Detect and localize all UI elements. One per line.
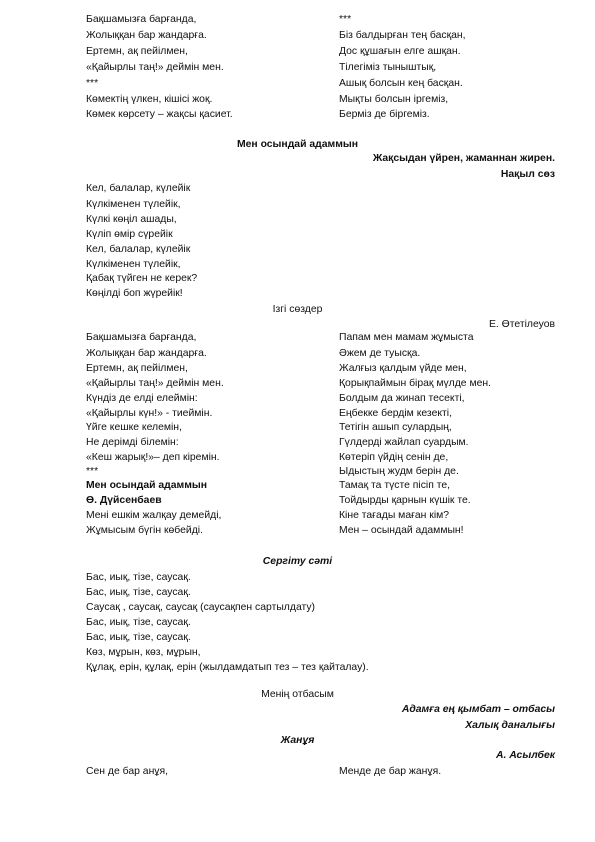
exercise-line: Бас, иық, тізе, саусақ. xyxy=(86,632,191,643)
poem-line: Мені ешкім жалқау демейді, xyxy=(86,510,222,521)
poem-line: Жолыққан бар жандарға. xyxy=(86,348,207,359)
poem-line: Күлкіменен түлейік, xyxy=(86,259,181,270)
poem-line: Ертемн, ақ пейілмен, xyxy=(86,46,188,57)
poem-line: Күліп өмір сүрейік xyxy=(86,229,173,240)
poem-line: Берміз де біргеміз. xyxy=(339,109,430,120)
poem-line: Тойдырды қарнын күшік те. xyxy=(339,495,471,506)
section-title: Менің отбасым xyxy=(261,689,334,700)
poem-line: «Қайырлы таң!» деймін мен. xyxy=(86,62,224,73)
exercise-line: Көз, мұрын, көз, мұрын, xyxy=(86,647,201,658)
poem-line: Тетігін ашып сулардың, xyxy=(339,422,452,433)
poem-line: Көңілді боп жүрейік! xyxy=(86,288,183,299)
poem-line: Тамақ та түсте пісіп те, xyxy=(339,480,451,491)
poem-line: Ертемн, ақ пейілмен, xyxy=(86,363,188,374)
poem-line: Дос құшағын елге ашқан. xyxy=(339,46,461,57)
separator-stars: *** xyxy=(86,78,99,89)
poem-line: Жұмысым бүгін көбейді. xyxy=(86,525,203,536)
poem-title: Жанұя xyxy=(280,735,315,746)
poem-line: Еңбекке бердім кезекті, xyxy=(339,408,452,419)
poem-line: Ашық болсын кең басқан. xyxy=(339,78,463,89)
poem-line: Күлкіменен түлейік, xyxy=(86,199,181,210)
separator-stars: *** xyxy=(86,466,99,477)
poem-line: Көтеріп үйдің сенін де, xyxy=(339,452,449,463)
poem-line: Сен де бар анұя, xyxy=(86,766,169,777)
poem-line: Менде де бар жанұя. xyxy=(339,766,442,777)
poem-line: Бақшамызға барғанда, xyxy=(86,14,197,25)
poem-line: Қорықпаймын бірақ мүлде мен. xyxy=(339,378,491,389)
subsection-title: Мен осындай адаммын xyxy=(86,480,208,491)
poem-line: Күлкі көңіл ашады, xyxy=(86,214,177,225)
poem-line: Гүлдерді жайлап суардым. xyxy=(339,437,469,448)
epigraph: Жақсыдан үйрен, жаманнан жирен. xyxy=(372,153,555,164)
poem-line: Тілегіміз тыныштық, xyxy=(339,62,437,73)
poem-line: «Қайырлы күн!» - тиеймін. xyxy=(86,408,213,419)
poem-line: Болдым да жинап тесекті, xyxy=(339,393,465,404)
exercise-line: Бас, иық, тізе, саусақ. xyxy=(86,587,191,598)
poem-line: Жолыққан бар жандарға. xyxy=(86,30,207,41)
poem-line: Кіне тағады маған кім? xyxy=(339,510,450,521)
exercise-line: Құлақ, ерін, құлақ, ерін (жылдамдатып тез – тез қайталау). xyxy=(86,662,369,673)
section-title: Сергіту сәті xyxy=(262,556,333,567)
epigraph-source: Халық даналығы xyxy=(465,720,555,731)
epigraph-source: Нақыл сөз xyxy=(500,169,555,180)
section-title: Ізгі сөздер xyxy=(272,304,323,315)
poem-line: «Кеш жарық!»– деп кіремін. xyxy=(86,452,220,463)
author: Е. Өтетілеуов xyxy=(488,319,555,330)
poem-line: Кел, балалар, күлейік xyxy=(86,183,191,194)
section-title: Мен осындай адаммын xyxy=(236,139,359,150)
poem-line: Біз балдырған тең басқан, xyxy=(339,30,466,41)
poem-line: Не дерімді білемін: xyxy=(86,437,179,448)
poem-line: Папам мен мамам жұмыста xyxy=(339,332,474,343)
poem-line: Мықты болсын іргеміз, xyxy=(339,94,449,105)
author: Ө. Дүйсенбаев xyxy=(86,495,162,506)
poem-line: Жалғыз қалдым үйде мен, xyxy=(339,363,467,374)
poem-line: Бақшамызға барғанда, xyxy=(86,332,197,343)
poem-line: Үйге кешке келемін, xyxy=(86,422,182,433)
author: А. Асылбек xyxy=(496,750,555,761)
exercise-line: Бас, иық, тізе, саусақ. xyxy=(86,617,191,628)
poem-line: Қабақ түйген не керек? xyxy=(86,273,198,284)
poem-line: Көмек көрсету – жақсы қасиет. xyxy=(86,109,233,120)
poem-line: Әжем де туысқа. xyxy=(339,348,421,359)
poem-line: Кел, балалар, күлейік xyxy=(86,244,191,255)
poem-line: Ыдыстың жудм берін де. xyxy=(339,466,459,477)
separator-stars: *** xyxy=(339,14,352,25)
poem-line: Көмектің үлкен, кішісі жоқ. xyxy=(86,94,213,105)
poem-line: Мен – осындай адаммын! xyxy=(339,525,464,536)
exercise-line: Бас, иық, тізе, саусақ. xyxy=(86,572,191,583)
poem-line: «Қайырлы таң!» деймін мен. xyxy=(86,378,224,389)
exercise-line: Саусақ , саусақ, саусақ (саусақпен сартылдату) xyxy=(86,602,316,613)
epigraph: Адамға ең қымбат – отбасы xyxy=(401,704,555,715)
poem-line: Күндіз де елді елеймін: xyxy=(86,393,198,404)
